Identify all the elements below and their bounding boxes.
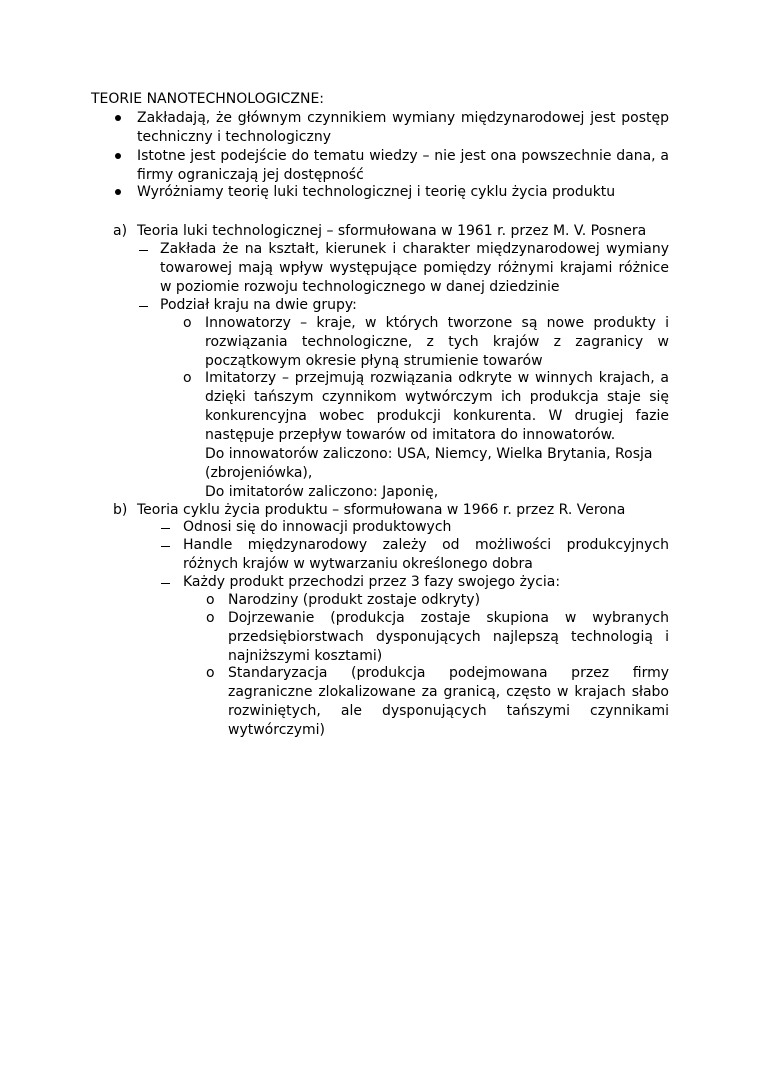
section-b-dash3: Każdy produkt przechodzi przez 3 fazy swojego życia: [183,574,561,590]
section-a-sub2-line-2: dzięki tańszym czynnikom wytwórczym ich produkcja staje się [205,389,669,405]
section-b-sub2-line-1: Dojrzewanie (produkcja zostaje skupiona w wybranych [228,610,669,626]
section-b-dash2-line-1: Handle międzynarodowy zależy od możliwości produkcyjnych [183,537,669,553]
intro-bullet-1-line-1: Zakładają, że głównym czynnikiem wymiany międzynarodowej jest postęp [137,110,669,126]
dash-icon [139,306,148,307]
section-a-sub2-line-4: następuje przepływ towarów od imitatora do innowatorów. [205,427,616,443]
section-a-sub1-line-2: rozwiązania technologiczne, z tych krajów z zagranicy w [205,334,669,350]
section-b-sub2-line-2: przedsiębiorstwach dysponujących najlepszą technologią i [228,629,669,645]
document-title: TEORIE NANOTECHNOLOGICZNE: [91,91,325,107]
section-a-dash1-line-1: Zakłada że na kształt, kierunek i charakter międzynarodowej wymiany [160,241,669,257]
bullet-icon [115,115,121,121]
section-a-sub1-line-3: początkowym okresie płyną strumienie towarów [205,353,543,369]
section-a-sub2-line-3: konkurencyjna wobec produkcji konkurenta. W drugiej fazie [205,408,669,424]
intro-bullet-3-line-1: Wyróżniamy teorię luki technologicznej i teorię cyklu życia produktu [137,184,616,200]
section-a-dash1-line-3: w poziomie rozwoju technologicznego w danej dziedzinie [160,279,560,295]
circle-bullet-icon: o [206,665,215,681]
bullet-icon [115,189,121,195]
section-b-sub3-line-4: wytwórczymi) [228,722,326,738]
section-a-sub2-line-5: Do innowatorów zaliczono: USA, Niemcy, Wielka Brytania, Rosja [205,446,653,462]
intro-bullet-2-line-2: firmy ograniczają jej dostępność [137,167,364,183]
section-a-sub2-line-7: Do imitatorów zaliczono: Japonię, [205,484,439,500]
section-b-sub3-line-3: rozwiniętych, ale dysponujących tańszymi czynnikami [228,703,669,719]
circle-bullet-icon: o [206,592,215,608]
section-a-sub2-line-6: (zbrojeniówka), [205,465,313,481]
section-b-sub1: Narodziny (produkt zostaje odkryty) [228,592,481,608]
bullet-icon [115,153,121,159]
section-a-dash2: Podział kraju na dwie grupy: [160,297,357,313]
dash-icon [139,250,148,251]
circle-bullet-icon: o [206,610,215,626]
dash-icon [161,583,170,584]
section-a-marker: a) [113,223,128,239]
section-a-sub1-line-1: Innowatorzy – kraje, w których tworzone są nowe produkty i [205,315,669,331]
dash-icon [161,546,170,547]
circle-bullet-icon: o [183,370,192,386]
section-b-dash2-line-2: różnych krajów w wytwarzaniu określonego dobra [183,556,533,572]
section-a-sub2-line-1: Imitatorzy – przejmują rozwiązania odkryte w winnych krajach, a [205,370,669,386]
intro-bullet-2-line-1: Istotne jest podejście do tematu wiedzy – nie jest ona powszechnie dana, a [137,148,669,164]
intro-bullet-1-line-2: techniczny i technologiczny [137,129,331,145]
section-b-sub3-line-1: Standaryzacja (produkcja podejmowana przez firmy [228,665,669,681]
dash-icon [161,528,170,529]
section-b-dash1: Odnosi się do innowacji produktowych [183,519,452,535]
section-a-dash1-line-2: towarowej mają wpływ występujące pomiędzy różnymi krajami różnice [160,260,669,276]
section-b-sub3-line-2: zagraniczne zlokalizowane za granicą, często w krajach słabo [228,684,669,700]
section-b-heading: Teoria cyklu życia produktu – sformułowana w 1966 r. przez R. Verona [137,502,626,518]
section-b-sub2-line-3: najniższymi kosztami) [228,648,383,664]
circle-bullet-icon: o [183,315,192,331]
section-a-heading: Teoria luki technologicznej – sformułowana w 1961 r. przez M. V. Posnera [137,223,647,239]
section-b-marker: b) [113,502,128,518]
